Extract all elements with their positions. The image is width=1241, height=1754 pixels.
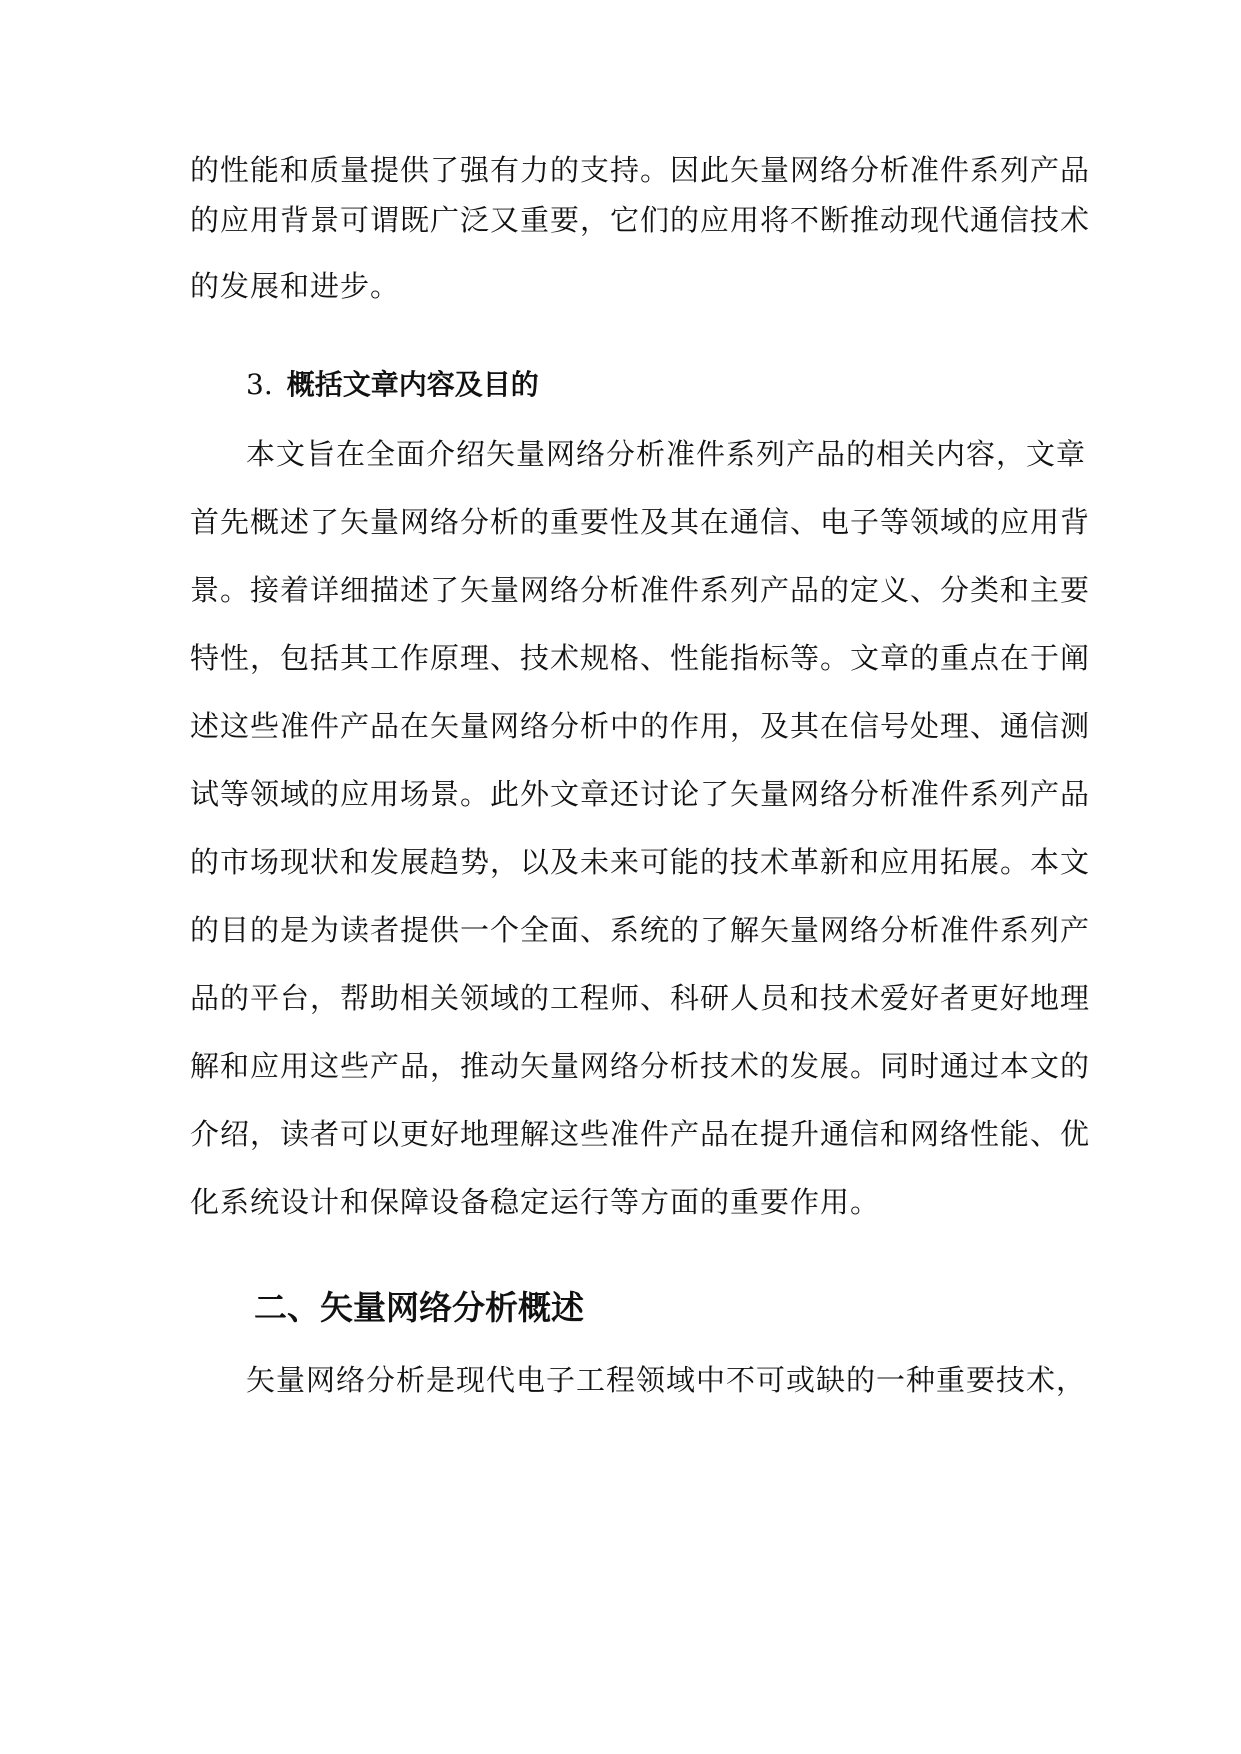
body-text-line: 解和应用这些产品，推动矢量网络分析技术的发展。同时通过本文的: [190, 1049, 1091, 1083]
body-text-line: 特性，包括其工作原理、技术规格、性能指标等。文章的重点在于阐: [190, 641, 1091, 675]
body-text-line: 矢量网络分析是现代电子工程领域中不可或缺的一种重要技术，: [246, 1363, 1087, 1397]
section-title: 概括文章内容及目的: [286, 368, 539, 401]
body-text-line: 品的平台，帮助相关领域的工程师、科研人员和技术爱好者更好地理: [190, 981, 1091, 1015]
body-text-line: 化系统设计和保障设备稳定运行等方面的重要作用。: [190, 1185, 881, 1219]
section-number: 3.: [246, 368, 273, 401]
body-text-line: 述这些准件产品在矢量网络分析中的作用，及其在信号处理、通信测: [190, 709, 1091, 743]
body-text-line: 首先概述了矢量网络分析的重要性及其在通信、电子等领域的应用背: [190, 505, 1091, 539]
body-text-line: 的市场现状和发展趋势，以及未来可能的技术革新和应用拓展。本文: [190, 845, 1091, 879]
chapter-heading: 二、矢量网络分析概述: [254, 1288, 584, 1327]
section-heading: [246, 365, 539, 405]
body-text-line: 的目的是为读者提供一个全面、系统的了解矢量网络分析准件系列产: [190, 913, 1091, 947]
body-text-line: 景。接着详细描述了矢量网络分析准件系列产品的定义、分类和主要: [190, 573, 1091, 607]
body-text-line: 的性能和质量提供了强有力的支持。因此矢量网络分析准件系列产品: [190, 153, 1091, 187]
body-text-line: 的应用背景可谓既广泛又重要，它们的应用将不断推动现代通信技术: [190, 203, 1091, 237]
body-text-line: 介绍，读者可以更好地理解这些准件产品在提升通信和网络性能、优: [190, 1117, 1091, 1151]
body-text-line: 的发展和进步。: [190, 269, 401, 303]
body-text-line: 试等领域的应用场景。此外文章还讨论了矢量网络分析准件系列产品: [190, 777, 1091, 811]
body-text-line: 本文旨在全面介绍矢量网络分析准件系列产品的相关内容，文章: [246, 437, 1087, 471]
